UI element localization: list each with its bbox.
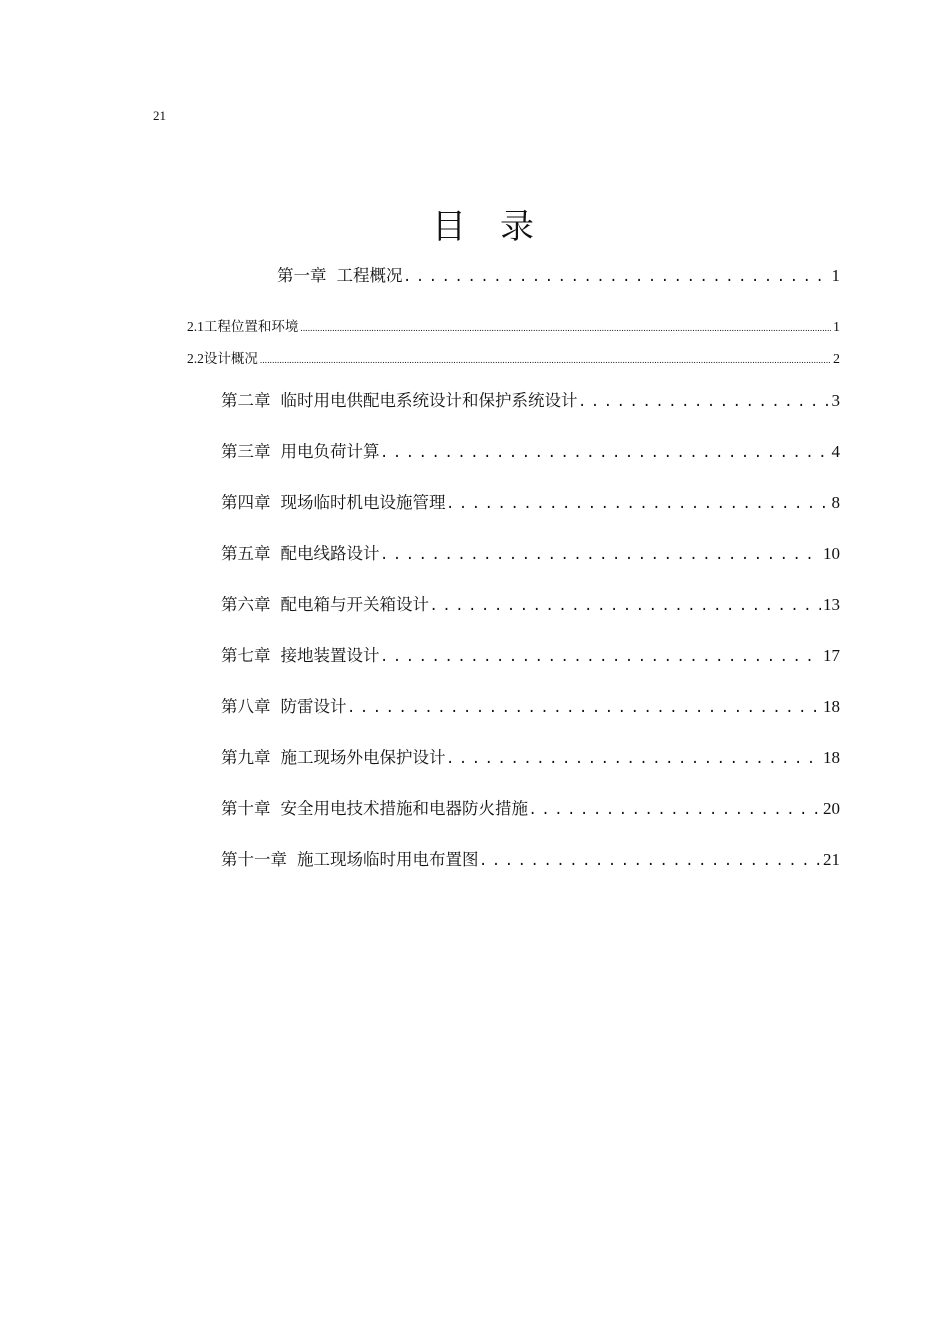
toc-entry-page: 17: [823, 646, 840, 665]
toc-entry-page: 4: [831, 442, 840, 461]
toc-entry-chapter-5[interactable]: [221, 540, 840, 564]
toc-entry-page: 18: [823, 748, 840, 767]
toc-entry-label: 第二章 临时用电供配电系统设计和保护系统设计: [221, 391, 578, 410]
toc-entry-chapter-8[interactable]: [221, 693, 840, 717]
toc-entry-page: 2: [833, 352, 840, 367]
toc-entry-page: 3: [831, 391, 840, 410]
toc-entry-label: 2.1工程位置和环境: [187, 319, 299, 334]
toc-entry-label: 第十一章 施工现场临时用电布置图: [221, 850, 479, 869]
toc-entry-chapter-11[interactable]: [221, 846, 840, 870]
toc-entry-label: 第七章 接地装置设计: [221, 646, 380, 665]
dot-leader: [382, 544, 822, 563]
toc-entry-page: 21: [823, 850, 840, 869]
toc-entry-section-2-1[interactable]: [187, 315, 840, 333]
toc-entry-page: 1: [833, 320, 840, 335]
toc-entry-page: 8: [831, 493, 840, 512]
toc-entry-chapter-9[interactable]: [221, 744, 840, 768]
dot-leader: [580, 391, 830, 410]
toc-title: 目录: [432, 206, 568, 247]
toc-entry-label: 第三章 用电负荷计算: [221, 442, 380, 461]
dot-leader: [260, 351, 831, 367]
dot-leader: [448, 748, 822, 767]
toc-entry-chapter-6[interactable]: [221, 591, 840, 615]
toc-entry-page: 13: [823, 595, 840, 614]
toc-entry-label: 2.2设计概况: [187, 351, 258, 366]
toc-entry-label: 第十章 安全用电技术措施和电器防火措施: [221, 799, 528, 818]
toc-entry-chapter-1[interactable]: [277, 262, 840, 286]
toc-entry-section-2-2[interactable]: [187, 347, 840, 365]
toc-entry-page: 10: [823, 544, 840, 563]
toc-entry-chapter-4[interactable]: [221, 489, 840, 513]
toc-entry-page: 18: [823, 697, 840, 716]
toc-entry-chapter-7[interactable]: [221, 642, 840, 666]
toc-entry-chapter-3[interactable]: [221, 438, 840, 462]
toc-entry-label: 第六章 配电箱与开关箱设计: [221, 595, 429, 614]
toc-entry-label: 第八章 防雷设计: [221, 697, 347, 716]
toc-entry-page: 1: [831, 266, 840, 285]
dot-leader: [530, 799, 821, 818]
toc-entry-label: 第四章 现场临时机电设施管理: [221, 493, 446, 512]
dot-leader: [448, 493, 830, 512]
page-number: 21: [153, 108, 166, 123]
toc-entry-chapter-2[interactable]: [221, 387, 840, 411]
toc-entry-label: 第五章 配电线路设计: [221, 544, 380, 563]
dot-leader: [349, 697, 822, 716]
toc-entry-label: 第九章 施工现场外电保护设计: [221, 748, 446, 767]
dot-leader: [431, 595, 821, 614]
dot-leader: [300, 319, 831, 335]
toc-entry-page: 20: [823, 799, 840, 818]
toc-entry-chapter-10[interactable]: [221, 795, 840, 819]
dot-leader: [382, 442, 830, 461]
dot-leader: [405, 266, 830, 285]
toc-entry-label: 第一章 工程概况: [277, 266, 403, 285]
dot-leader: [481, 850, 822, 869]
dot-leader: [382, 646, 822, 665]
